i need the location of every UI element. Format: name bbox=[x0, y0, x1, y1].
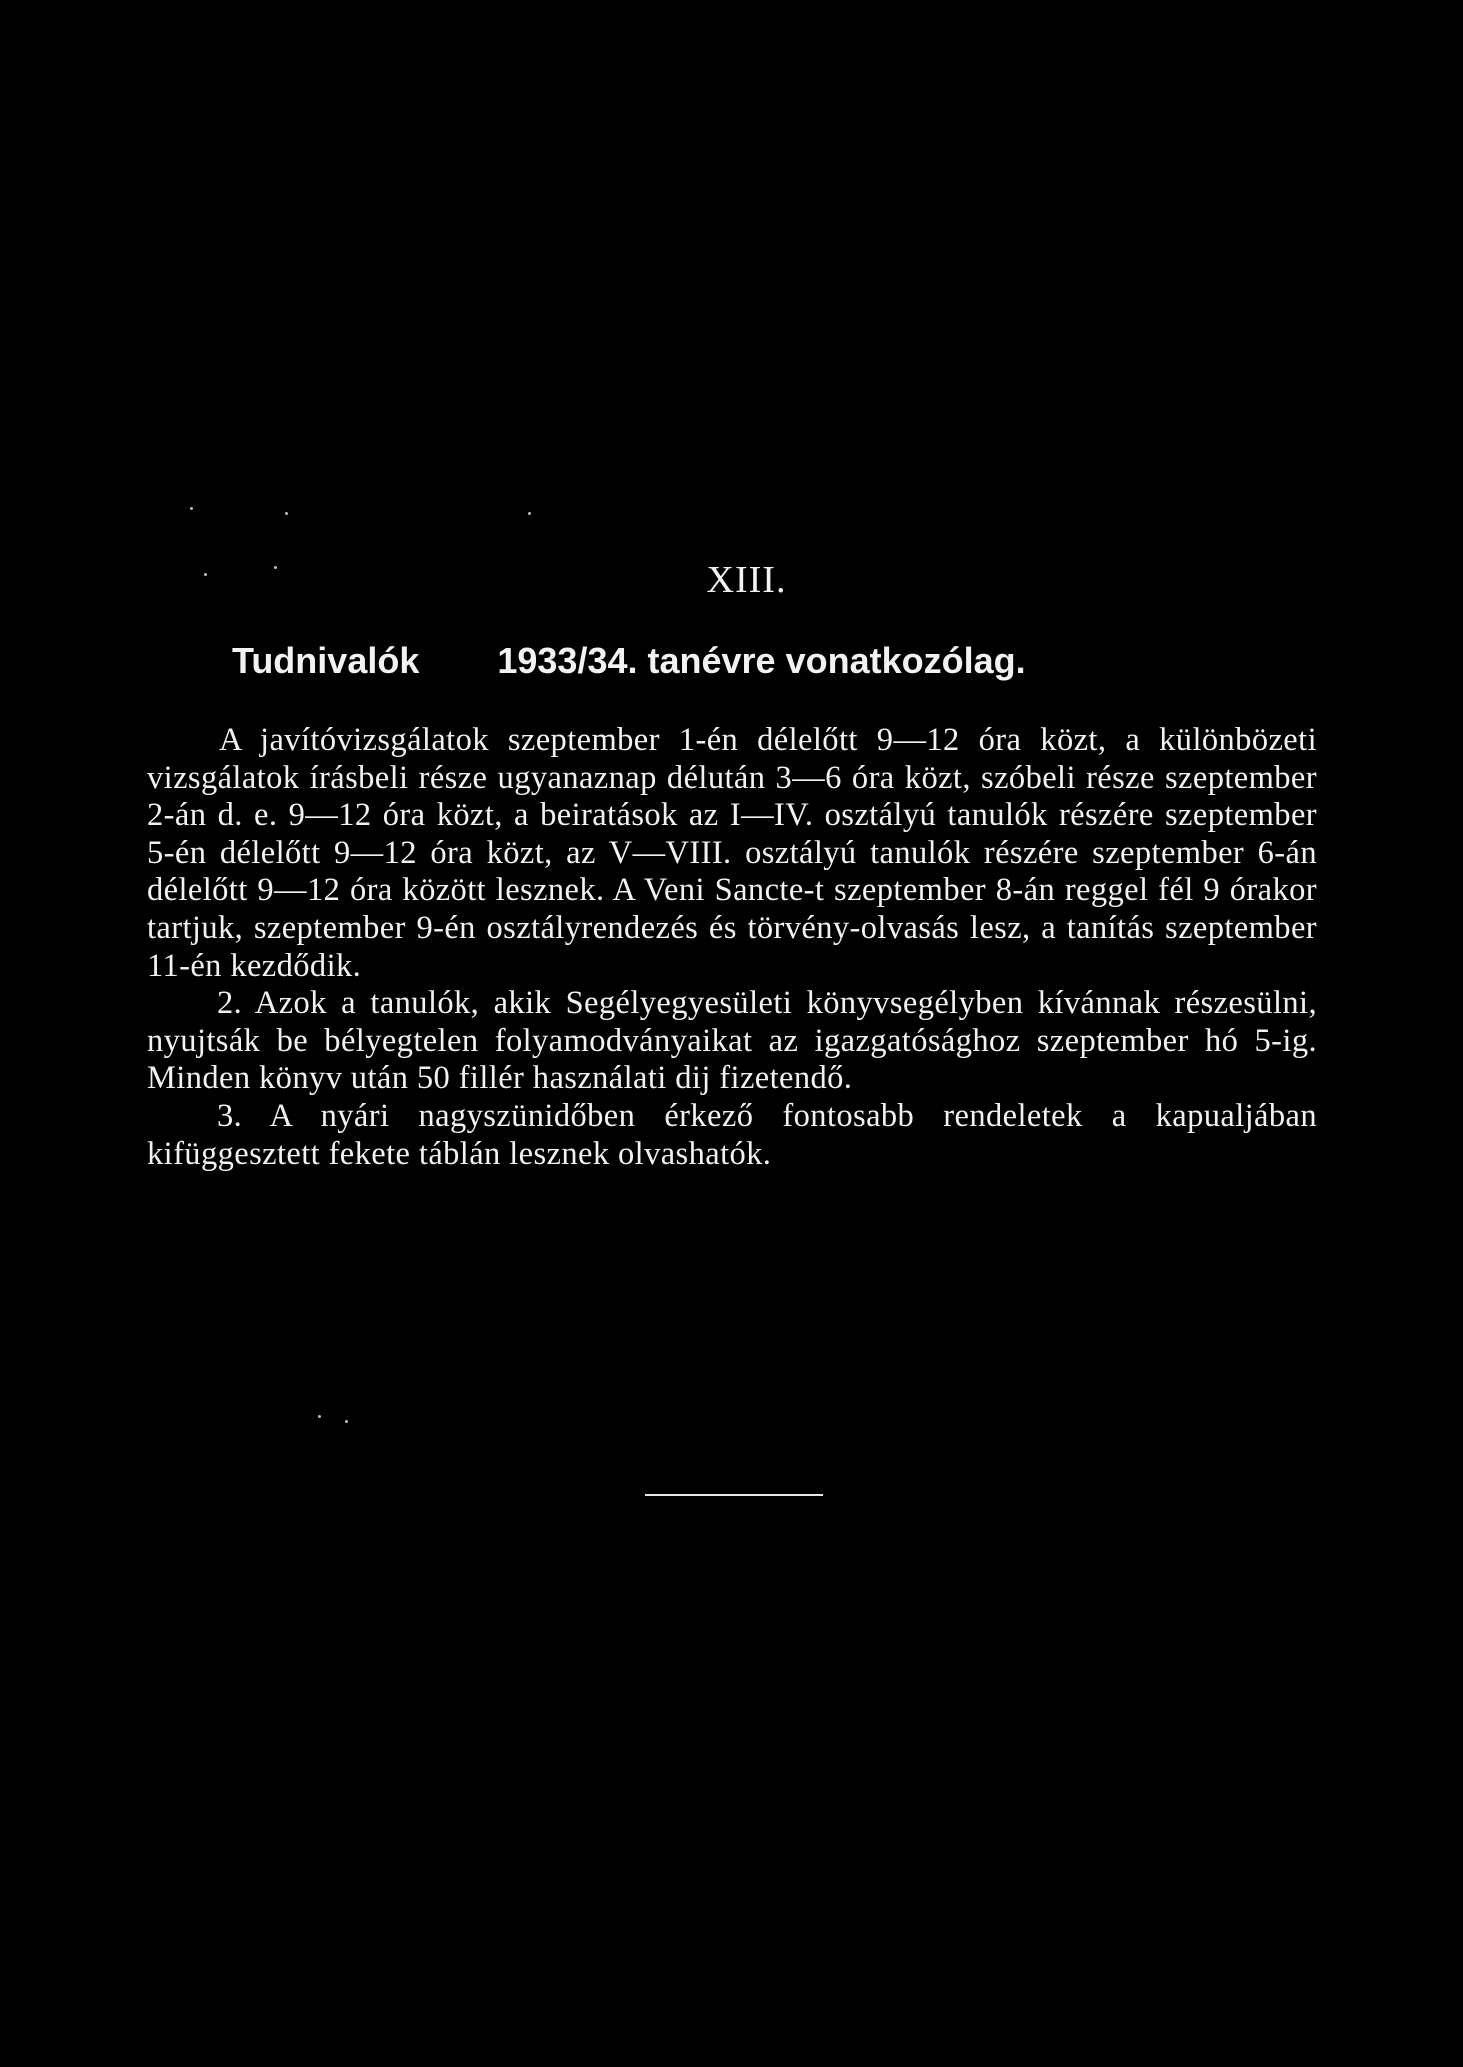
title-part-1: Tudnivalók bbox=[232, 640, 420, 681]
scan-speck bbox=[190, 507, 193, 510]
body-text bbox=[147, 722, 1317, 1173]
paragraph-2: 2. Azok a tanulók, akik Segélyegyesületi könyvsegélyben kívánnak részesülni, nyujtsák be bélyegtelen folyamodványaikat az igazgatósághoz szeptember hó 5-ig. Minden könyv után 50 fillér használati dij fizetendő. bbox=[147, 985, 1317, 1097]
paragraph-1: A javítóvizsgálatok szeptember 1-én délelőtt 9—12 óra közt, a különbözeti vizsgálatok írásbeli része ugyanaznap délután 3—6 óra közt, szóbeli része szeptember 2-án d. e. 9—12 óra közt, a beiratások az I—IV. osztályú tanulók részére szeptember 5-én délelőtt 9—12 óra közt, az V—VIII. osztályú tanulók részére szeptember 6-án délelőtt 9—12 óra között lesznek. A Veni Sancte-t szeptember 8-án reggel fél 9 órakor tartjuk, szeptember 9-én osztályrendezés és törvény-olvasás lesz, a tanítás szeptember 11-én kezdődik. bbox=[147, 722, 1317, 984]
scan-speck bbox=[285, 512, 288, 515]
title-part-2: 1933/34. tanévre vonatkozólag. bbox=[497, 640, 1026, 681]
scan-speck bbox=[345, 1420, 348, 1423]
scan-speck bbox=[318, 1415, 321, 1418]
closing-rule bbox=[645, 1494, 823, 1496]
paragraph-3: 3. A nyári nagyszünidőben érkező fontosabb rendeletek a kapualjában kifüggesztett fekete táblán lesznek olvashatók. bbox=[147, 1097, 1317, 1172]
scan-speck bbox=[528, 512, 531, 515]
page-title bbox=[232, 640, 1232, 682]
section-number: XIII. bbox=[706, 559, 787, 601]
